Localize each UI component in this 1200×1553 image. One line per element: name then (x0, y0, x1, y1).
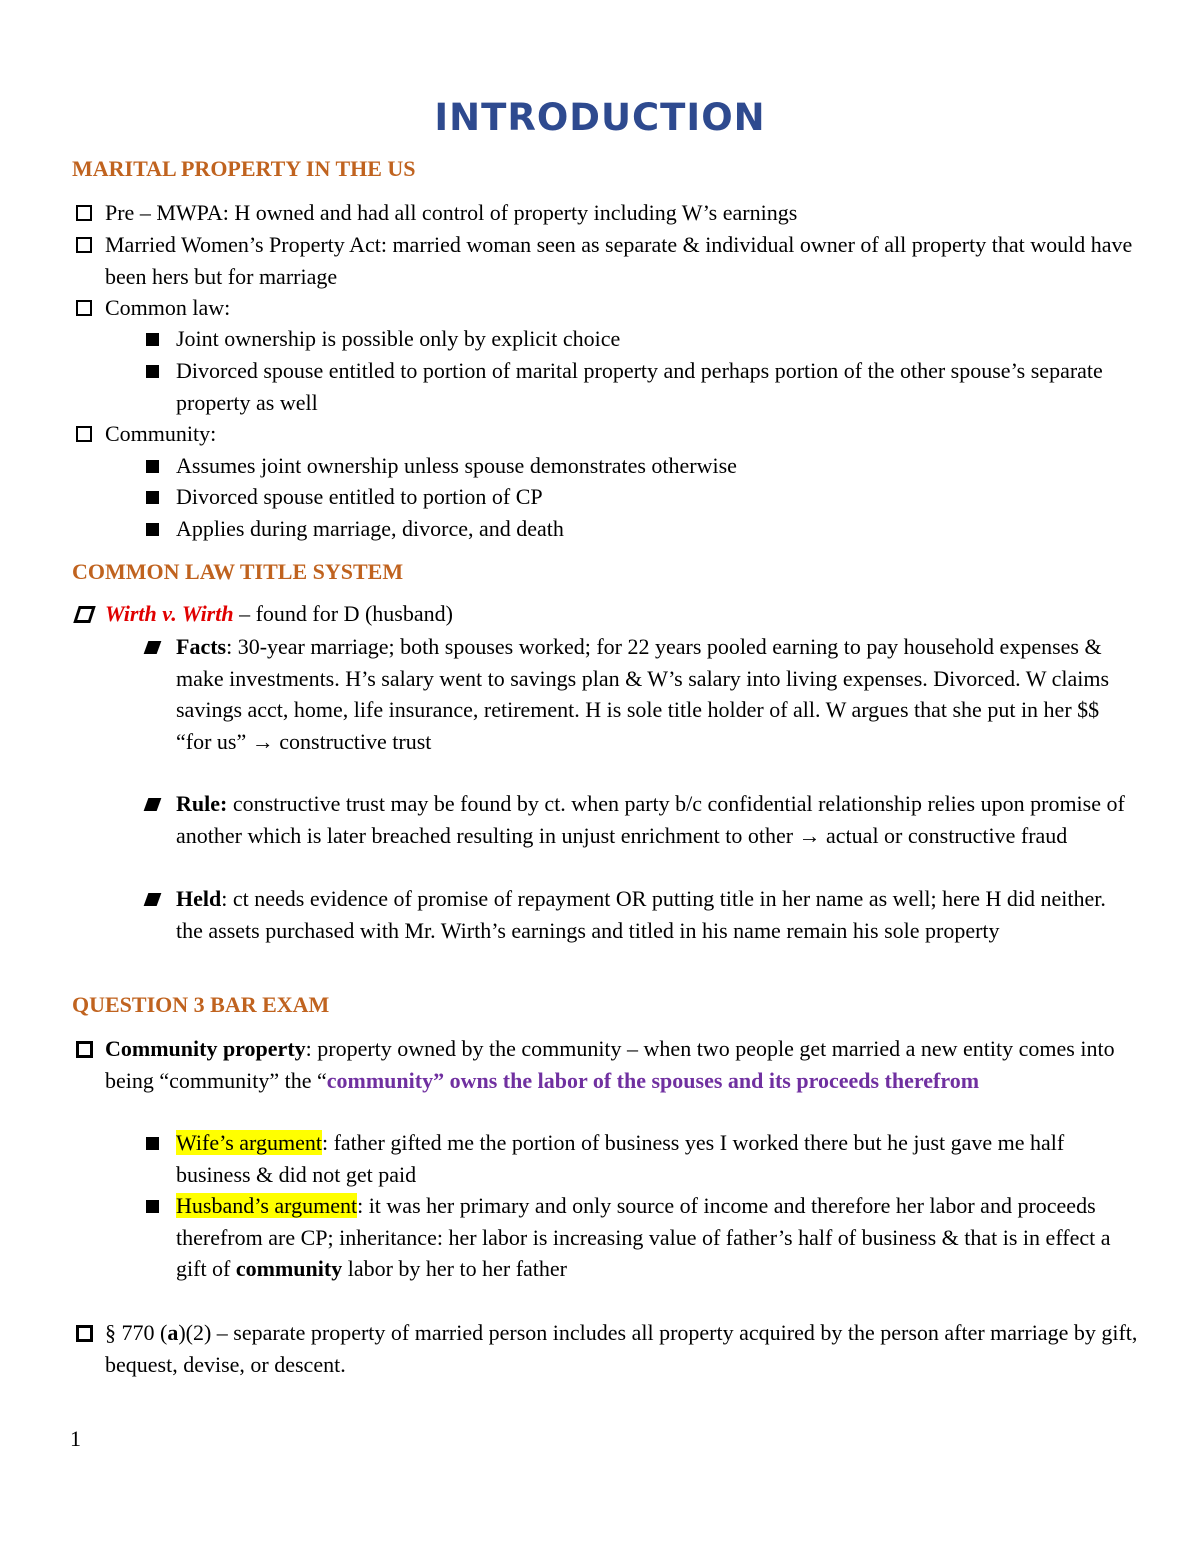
checkbox-bullet-icon (76, 205, 92, 221)
square-bullet-icon (146, 1200, 159, 1213)
wife-argument-label: Wife’s argument (176, 1130, 322, 1155)
community-property-text: : property owned by the community – when two people get married a new entity comes into being “community” the “ (105, 1036, 1115, 1093)
husband-argument-text: : it was her primary and only source of income and therefore her labor and proceeds therefrom are CP; inheritance: her labor is increasing value of father’s half of business & that is in effect a gift of (176, 1193, 1111, 1281)
list-item-text: Community: (105, 421, 217, 446)
section-heading-common-law-title-system: COMMON LAW TITLE SYSTEM (72, 559, 404, 584)
sub-list-item (176, 631, 1136, 757)
square-bullet-icon (144, 798, 162, 811)
list-item-text: Pre – MWPA: H owned and had all control of property including W’s earnings (105, 200, 798, 225)
checkbox-bullet-icon (76, 1041, 93, 1058)
list-item (105, 292, 1145, 324)
sub-list-item (176, 450, 1136, 482)
square-bullet-icon (146, 491, 159, 504)
list-item-text: Joint ownership is possible only by explicit choice (176, 326, 621, 351)
list-item-text: Divorced spouse entitled to portion of CP (176, 484, 543, 509)
wife-argument-text: : father gifted me the portion of business yes I worked there but he just gave me half business & did not get paid (176, 1130, 1065, 1187)
sub-list-item (176, 513, 1136, 545)
list-item-text: Applies during marriage, divorce, and death (176, 516, 564, 541)
sub-list-item (176, 883, 1136, 946)
statute-prefix: § 770 ( (105, 1320, 168, 1345)
sub-list-item (176, 1127, 1136, 1190)
sub-list-item (176, 1190, 1136, 1285)
list-item (105, 229, 1145, 292)
list-item-text: Married Women’s Property Act: married woman seen as separate & individual owner of all property that would have been hers but for marriage (105, 232, 1133, 289)
page-title: INTRODUCTION (434, 96, 766, 139)
square-bullet-icon (144, 893, 162, 906)
list-item-text: Divorced spouse entitled to portion of marital property and perhaps portion of the other spouse’s separate property as well (176, 358, 1103, 415)
community-property-label: Community property (105, 1036, 306, 1061)
checkbox-bullet-icon (73, 606, 96, 623)
square-bullet-icon (146, 333, 159, 346)
list-item (105, 418, 1145, 450)
rule-label: Rule: (176, 791, 228, 816)
statute-subsection: a (167, 1320, 179, 1345)
husband-argument-label: Husband’s argument (176, 1193, 358, 1218)
list-item (105, 598, 1145, 630)
rule-text: constructive trust may be found by ct. when party b/c confidential relationship relies upon promise of another which is later breached resulting in unjust enrichment to other → actual or constructive fraud (176, 791, 1125, 848)
case-name: Wirth v. Wirth (105, 601, 234, 626)
checkbox-bullet-icon (76, 300, 92, 316)
square-bullet-icon (146, 365, 159, 378)
facts-text: : 30-year marriage; both spouses worked; for 22 years pooled earning to pay household expenses & make investments. H’s salary went to savings plan & W’s salary into living expenses. Divorced. W claims savings acct, home, life insurance, retirement. H is sole title holder of all. W argues that she put in her $$ “for us” → constructive trust (176, 634, 1110, 754)
sub-list-item (176, 323, 1136, 355)
checkbox-bullet-icon (76, 426, 92, 442)
square-bullet-icon (144, 641, 162, 654)
section-heading-question-3-bar-exam: QUESTION 3 BAR EXAM (72, 992, 330, 1017)
sub-list-item (176, 788, 1136, 851)
case-summary: – found for D (husband) (233, 601, 453, 626)
square-bullet-icon (146, 460, 159, 473)
list-item (105, 197, 1145, 229)
square-bullet-icon (146, 1137, 159, 1150)
held-label: Held (176, 886, 222, 911)
page-number: 1 (70, 1426, 81, 1451)
checkbox-bullet-icon (76, 1325, 93, 1342)
list-item-text: Common law: (105, 295, 231, 320)
list-item (105, 1033, 1145, 1096)
facts-label: Facts (176, 634, 227, 659)
list-item (105, 1317, 1145, 1380)
list-item-text: Assumes joint ownership unless spouse demonstrates otherwise (176, 453, 737, 478)
sub-list-item (176, 481, 1136, 513)
husband-argument-emphasis: community (235, 1256, 343, 1281)
square-bullet-icon (146, 523, 159, 536)
community-property-emphasis: community” owns the labor of the spouses and its proceeds therefrom (326, 1067, 980, 1093)
section-heading-marital-property: MARITAL PROPERTY IN THE US (72, 156, 416, 181)
checkbox-bullet-icon (76, 237, 92, 253)
sub-list-item (176, 355, 1136, 418)
husband-argument-text-end: labor by her to her father (342, 1256, 568, 1281)
held-text: : ct needs evidence of promise of repayment OR putting title in her name as well; here H did neither. the assets purchased with Mr. Wirth’s earnings and titled in his name remain his sole property (176, 886, 1106, 943)
statute-text: )(2) – separate property of married person includes all property acquired by the person after marriage by gift, bequest, devise, or descent. (105, 1320, 1138, 1377)
